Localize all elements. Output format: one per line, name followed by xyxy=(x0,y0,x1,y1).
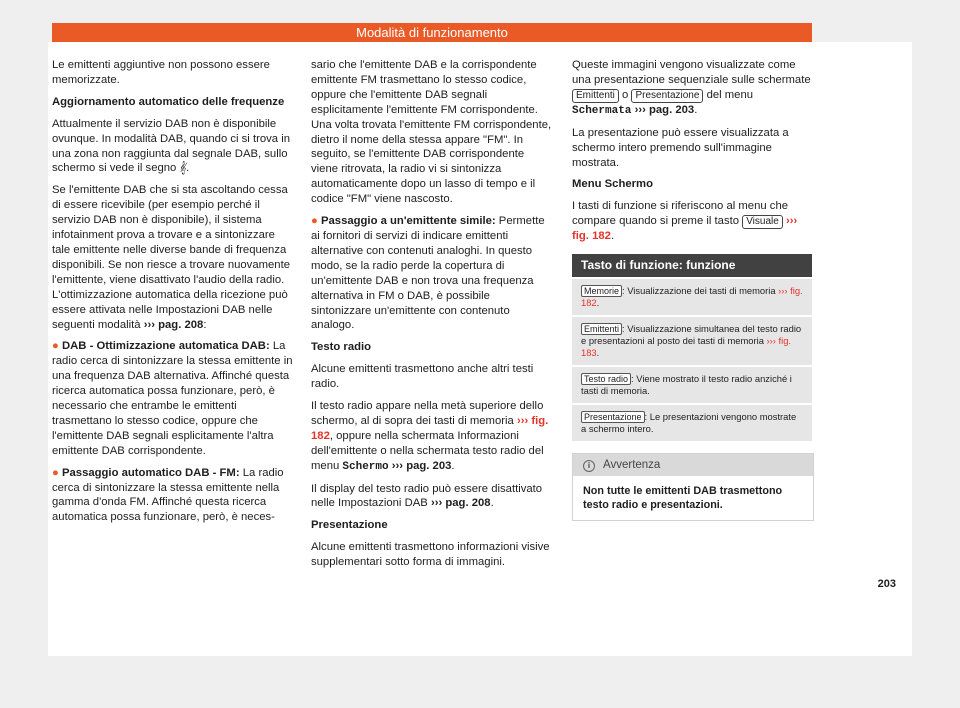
table-row: Memorie : Visualizzazione dei tasti di memoria ››› fig. 182. xyxy=(572,277,812,315)
column-2 xyxy=(311,58,553,577)
table-row: Presentazione : Le presentazioni vengono mostrate a schermo intero. xyxy=(572,403,812,441)
paragraph: Alcune emittenti trasmettono anche altri testi radio. xyxy=(311,363,534,391)
menu-name: Schermo xyxy=(342,460,389,473)
paragraph: Il display del testo radio può essere disattivato nelle Impostazioni DAB ››› pag. 208. xyxy=(311,482,543,510)
info-icon: i xyxy=(583,460,595,472)
key-presentazione: Presentazione xyxy=(631,89,703,103)
section-header: Modalità di funzionamento xyxy=(52,23,812,42)
paragraph: Le emittenti aggiuntive non possono essere memorizzate. xyxy=(52,59,270,86)
column-3 xyxy=(572,58,812,521)
bullet-icon: ● xyxy=(52,466,59,479)
key-label: Memorie xyxy=(581,285,622,297)
column-1 xyxy=(52,58,294,532)
bullet-item: ● DAB - Ottimizzazione automatica DAB: La radio cerca di sintonizzare la stessa emittente in una frequenza DAB alternativa. Affinché questa ricerca automatica possa funzionare, però, è necessario che entrambe le emittenti trasmettano lo stesso codice, oppure che l'emittente DAB segnali esplicitamente l'altra emittente DAB corrispondente. xyxy=(52,340,293,457)
warning-text: Non tutte le emittenti DAB trasmettono testo radio e presentazioni. xyxy=(583,485,783,512)
paragraph: Se l'emittente DAB che si sta ascoltando cessa di essere ricevibile (per esempio perché il servizio DAB non è disponibile), il sistema infotainment prova a trovare e a sintonizzare tale emittente nelle diverse bande di frequenza disponibili. Se non riesce a trovare nuovamente l'emittente, viene disattivato l'audio della radio. L'ottimizzazione automatica della ricezione può essere attivata nelle Impostazioni DAB nelle seguenti modalità ››› pag. 208: xyxy=(52,184,291,331)
bullet-item: ● Passaggio a un'emittente simile: Permette ai fornitori di servizi di indicare emittenti alternative con contenuti analoghi. In questo modo, se la radio perde la copertura di un'emittente DAB e non trova una frequenza alternativa in FM o DAB, è possibile sintonizzare un'emittente con contenuto analogo. xyxy=(311,215,545,332)
fig-ref-link[interactable]: ››› fig. 182 xyxy=(581,285,803,309)
paragraph: Il testo radio appare nella metà superiore dello schermo, al di sopra dei tasti di memoria ››› fig. 182, oppure nella schermata Informazioni dell'emittente o nella schermata testo radio del menu Schermo ››› pag. 203. xyxy=(311,400,549,473)
heading-auto-update: Aggiornamento automatico delle frequenze xyxy=(52,95,285,108)
key-emittenti: Emittenti xyxy=(572,89,619,103)
menu-name: Schermata xyxy=(572,104,632,117)
bullet-icon: ● xyxy=(311,215,318,228)
paragraph: La presentazione può essere visualizzata a schermo intero premendo sull'immagine mostrata. xyxy=(572,126,789,169)
paragraph: Alcune emittenti trasmettono informazioni visive supplementari sotto forma di immagini. xyxy=(311,541,550,569)
paragraph: sario che l'emittente DAB e la corrispondente emittente FM trasmettano lo stesso codice, oppure che l'emittente DAB segnali esplicitamente l'emittente FM corrispondente. Una volta trovata l'emittente FM corrispondente, dietro il nome della stessa appare "FM". In seguito, se l'emittente DAB corrispondente viene ritrovata, la radio vi si sintonizza automaticamente dopo un lasso di tempo e il codice "FM" viene nascosto. xyxy=(311,59,552,206)
table-row: Testo radio : Viene mostrato il testo radio anziché i tasti di memoria. xyxy=(572,365,812,403)
key-label: Presentazione xyxy=(581,411,645,423)
page-ref-link[interactable]: ››› pag. 203 xyxy=(634,103,695,116)
heading-menu-schermo: Menu Schermo xyxy=(572,178,653,191)
page-ref-link[interactable]: ››› pag. 208 xyxy=(143,318,204,331)
heading-presentation: Presentazione xyxy=(311,519,388,532)
heading-radio-text: Testo radio xyxy=(311,341,372,354)
fig-ref-link[interactable]: ››› fig. 183 xyxy=(581,335,792,359)
fig-ref-link[interactable]: ››› fig. 182 xyxy=(311,414,549,442)
page-ref-link[interactable]: ››› pag. 208 xyxy=(430,497,491,510)
key-visuale: Visuale xyxy=(742,215,783,229)
page-ref-link[interactable]: ››› pag. 203 xyxy=(391,459,452,472)
bullet-item: ● Passaggio automatico DAB - FM: La radio cerca di sintonizzare la stessa emittente nella gamma d'onda FM. Affinché questa ricerca automatica possa funzionare, però, è neces- xyxy=(52,466,284,524)
fig-ref-link[interactable]: ››› fig. 182 xyxy=(572,215,798,243)
warning-header: i Avvertenza xyxy=(573,454,813,476)
key-label: Testo radio xyxy=(581,373,631,385)
warning-box xyxy=(572,453,814,521)
page-number: 203 xyxy=(877,578,896,590)
key-label: Emittenti xyxy=(581,323,622,335)
no-signal-icon: 𝄞̸. xyxy=(179,162,190,175)
table-header: Tasto di funzione: funzione xyxy=(572,254,812,277)
function-key-table xyxy=(572,254,812,441)
paragraph: Attualmente il servizio DAB non è disponibile ovunque. In modalità DAB, quando ci si trova in una zona non raggiunta dal segnale DAB, sullo schermo si vede il segno 𝄞̸. xyxy=(52,117,291,175)
paragraph: I tasti di funzione si riferiscono al menu che compare quando si preme il tasto Visuale ››› fig. 182. xyxy=(572,200,798,243)
paragraph: Queste immagini vengono visualizzate come una presentazione sequenziale sulle schermate Emittenti o Presentazione del menu Schermata ››› pag. 203. xyxy=(572,59,811,117)
table-row: Emittenti : Visualizzazione simultanea del testo radio e presentazioni al posto dei tasti di memoria ››› fig. 183. xyxy=(572,315,812,365)
bullet-icon: ● xyxy=(52,340,59,353)
